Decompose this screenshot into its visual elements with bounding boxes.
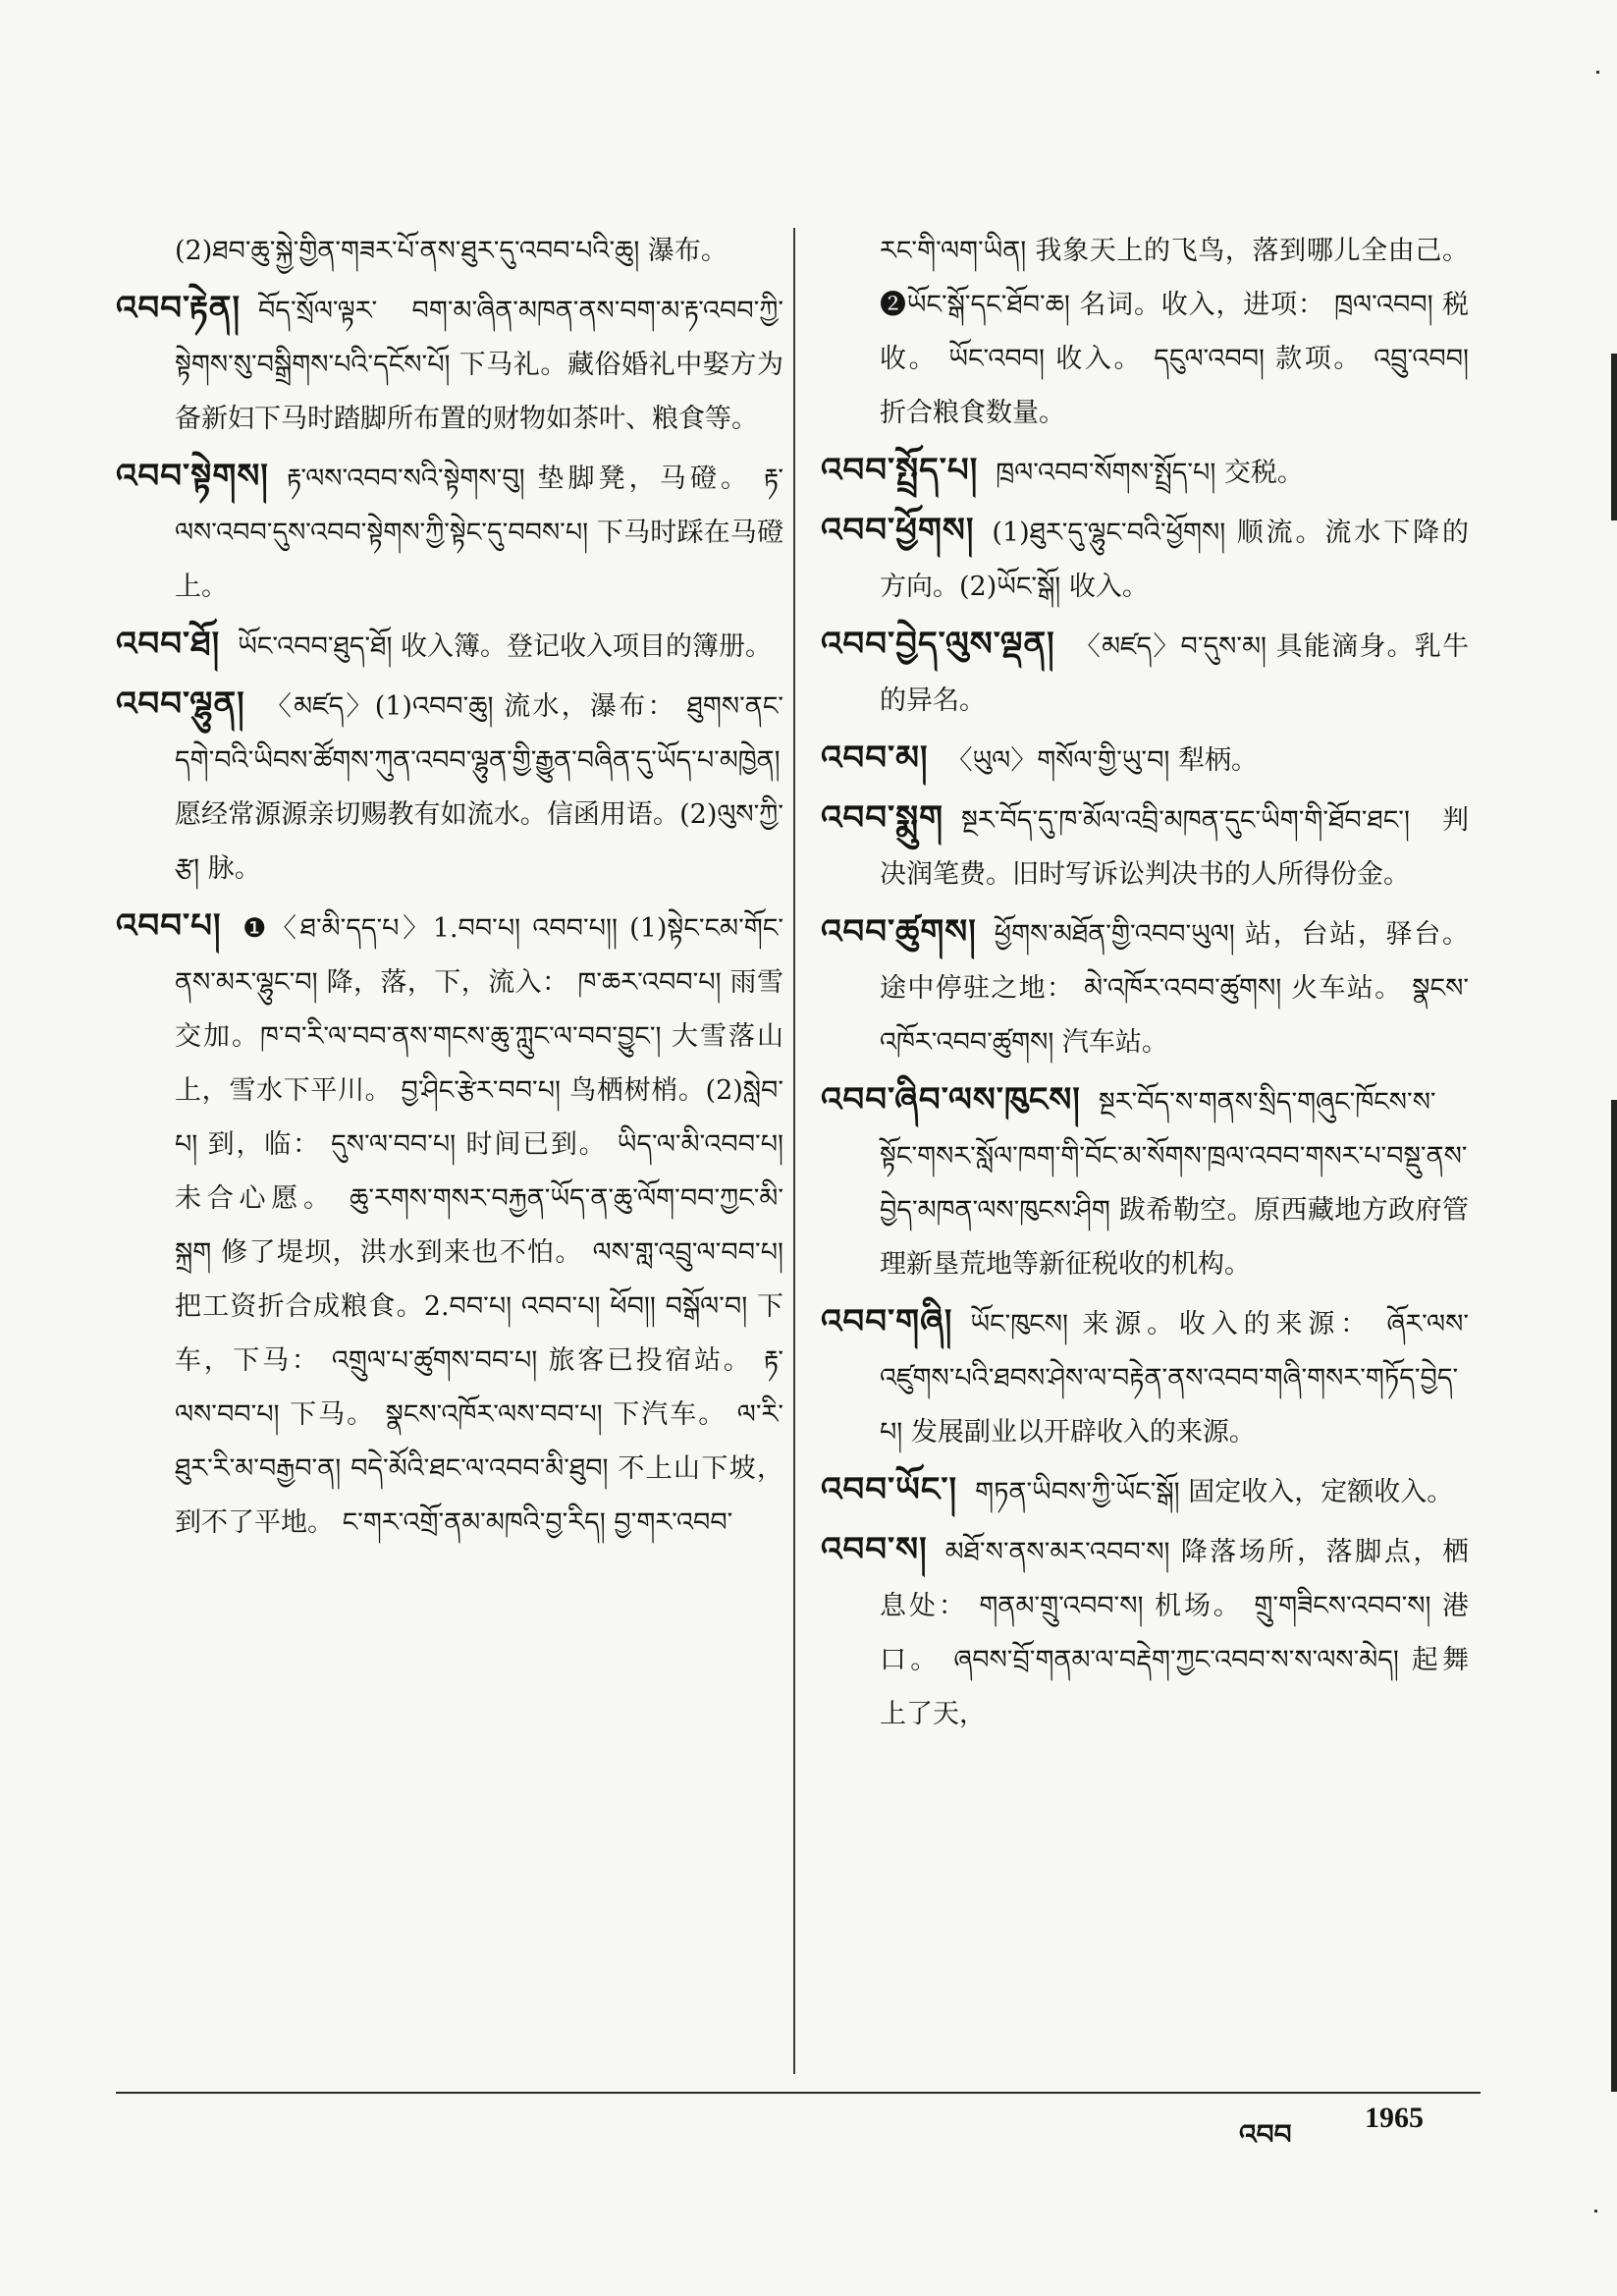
entry — [175, 224, 783, 278]
entry — [821, 444, 1469, 500]
entry-text: (2)ཐབ་ཆུ་སྐྱེ་གྱིན་གཟར་པོ་ནས་ཐུར་དུ་འབབ་པའི་ཆུ། 瀑布。 — [175, 236, 728, 266]
entry-headword: འབབ་ཐོ། — [116, 625, 221, 664]
entry — [821, 1295, 1469, 1459]
entry-text: 〈མཛད〉(1)འབབ་ཆུ། 流水，瀑布： ཐུགས་ནང་དགེ་བའི་ཡིབས་ཚོགས་ཀུན་འབབ་ལྷུན་གྱི་རྒྱུན་བཞིན་དུ་ཡོད་པ་མཁྱེན། 愿经常源源亲切赐教有如流水。信函用语。(2)ལུས་ཀྱི་རྩ། 脉。 — [175, 691, 783, 884]
entry-text: ཁྲལ་འབབ་སོགས་སྤྲོད་པ། 交税。 — [996, 458, 1304, 488]
entry — [821, 1523, 1469, 1741]
entry-headword: འབབ་ཡོང་། — [821, 1470, 958, 1509]
entry — [821, 618, 1469, 728]
entry-headword: འབབ་བྱེད་ལུས་ལྡན། — [821, 625, 1055, 664]
column-divider — [793, 228, 795, 2074]
entry — [116, 618, 783, 674]
running-headword: འབབ — [1239, 2118, 1292, 2151]
left-column — [116, 224, 783, 1554]
entry — [821, 905, 1469, 1069]
entry-headword: འབབ་སྟེགས། — [116, 457, 269, 496]
entry-headword: འབབ་པ། — [116, 906, 222, 946]
entry — [821, 1463, 1469, 1519]
entry-text: གཏན་ཡིབས་ཀྱི་ཡོང་སྒོ། 固定收入，定额收入。 — [975, 1477, 1454, 1507]
entry-text: རང་གི་ལག་ཡིན། 我象天上的飞鸟，落到哪儿全由己。❷ཡོང་སྒོ་དང་ཐོབ་ཆ། 名词。收入，进项： ཁྲལ་འབབ། 税收。 ཡོང་འབབ། 收入。 དངུལ་འབབ། 款项。 འབྲུ་འབབ། 折合粮食数量。 — [880, 236, 1469, 428]
entry-text: སྔར་བོད་ས་གནས་སྲིད་གཞུང་ཁོངས་ས་སྟོང་གསར་སློལ་ཁག་གི་བོང་མ་སོགས་ཁྲལ་འབབ་གསར་པ་བསྡུ་ནས་བྱེད་མཁན་ལས་ཁུངས་ཤིག 跋希勒空。原西藏地方政府管理新垦荒地等新征税收的机构。 — [880, 1087, 1469, 1280]
entry-text: མཐོ་ས་ནས་མར་འབབ་ས། 降落场所，落脚点，栖息处： གནམ་གྲུ་འབབ་ས། 机场。 གྲུ་གཟིངས་འབབ་ས། 港口。 ཞབས་བྲོ་གནམ་ལ་བརྡེག་ཀྱང་འབབ་ས་ས་ལས་མེད། 起舞上了天， — [880, 1537, 1469, 1729]
entry — [821, 504, 1469, 614]
entry-headword: འབབ་ཞིབ་ལས་ཁུངས། — [821, 1080, 1081, 1120]
entry-text: 〈ཡུལ〉གསོལ་གྱི་ཡུ་བ། 犁柄。 — [945, 745, 1258, 776]
entry-headword: འབབ་ལྷུན། — [116, 684, 245, 724]
scan-edge-mark — [1611, 1100, 1617, 2092]
entry — [116, 282, 783, 446]
entry — [821, 732, 1469, 788]
footer-rule — [116, 2092, 1481, 2094]
entry-text: 〈མཛད〉བ་དུས་མ། 具能滴身。乳牛的异名。 — [880, 631, 1469, 716]
entry — [116, 678, 783, 896]
scan-edge-mark — [1611, 354, 1617, 520]
scan-speck — [1594, 2210, 1597, 2213]
entry-text: ཡོང་ཁུངས། 来源。收入的来源： ཞོར་ལས་འཛུགས་པའི་ཐབས་ཤེས་ལ་བརྟེན་ནས་འབབ་གཞི་གསར་གཏོད་བྱེད་པ། 发展副业以开辟收入的来源。 — [880, 1309, 1469, 1448]
entry-text: སྔར་བོད་དུ་ཁ་མོལ་འབྲི་མཁན་དུང་ཡིག་གི་ཐོབ་ཐང་། 判决润笔费。旧时写诉讼判决书的人所得份金。 — [880, 805, 1469, 890]
entry-headword: འབབ་རྟེན། — [116, 289, 241, 328]
entry-headword: འབབ་སྤྲོད་པ། — [821, 451, 979, 490]
right-column — [821, 224, 1469, 1745]
entry-text: ཡོང་འབབ་ཐུད་ཐོ། 收入簿。登记收入项目的簿册。 — [238, 631, 773, 662]
entry-headword: འབབ་ས། — [821, 1530, 928, 1569]
entry — [116, 450, 783, 614]
scan-speck — [1596, 71, 1599, 74]
entry-headword: འབབ་གཞི། — [821, 1302, 953, 1341]
entry — [821, 1073, 1469, 1291]
entry — [880, 224, 1469, 440]
entry-headword: འབབ་ཕྱོགས། — [821, 511, 975, 550]
entry-text: (1)ཐུར་དུ་ལྷུང་བའི་ཕྱོགས། 顺流。流水下降的方向。(2)ཡོང་སྒོ། 收入。 — [880, 518, 1469, 602]
entry-headword: འབབ་སྨུག — [821, 798, 944, 838]
entry — [116, 900, 783, 1550]
entry-headword: འབབ་ཚུགས། — [821, 912, 977, 952]
entry-text: ཕྱོགས་མཐོན་གྱི་འབབ་ཡུལ། 站，台站，驿台。途中停驻之地： མེ་འཁོར་འབབ་ཚུགས། 火车站。 སྣངས་འཁོར་འབབ་ཚུགས། 汽车站。 — [880, 919, 1469, 1058]
entry-text: ❶〈ཐ་མི་དད་པ〉1.བབ་པ། འབབ་པ།། (1)སྟེང་ངམ་གོང་ནས་མར་ལྷུང་བ། 降，落，下，流入： ཁ་ཆར་འབབ་པ། 雨雪交加。ཁ་བ་རི་ལ་བབ་ནས་གངས་ཆུ་ཀླུང་ལ་བབ་བྱུང་། 大雪落山上，雪水下平川。 བྱ་ཤིང་རྩེར་བབ་པ། 鸟栖树梢。(2)སླེབ་པ། 到，临： དུས་ལ་བབ་པ། 时间已到。 ཡིད་ལ་མི་འབབ་པ། 未合心愿。 ཆུ་རགས་གསར་བརྐྱན་ཡོད་ན་ཆུ་ལོག་བབ་ཀྱང་མི་སྐྲག 修了堤坝，洪水到来也不怕。 ལས་གླ་འབྲུ་ལ་བབ་པ། 把工资折合成粮食。2.བབ་པ། འབབ་པ། ཕོབ།། བསྒོལ་བ། 下车，下马： འགྲུལ་པ་ཚུགས་བབ་པ། 旅客已投宿站。 རྟ་ལས་བབ་པ། 下马。 སྣངས་འཁོར་ལས་བབ་པ། 下汽车。 ལ་རི་ཐུར་རི་མ་བརྒྱབ་ན། བདེ་མོའི་ཐང་ལ་འབབ་མི་ཐུབ། 不上山下坡，到不了平地。 ང་གར་འགྲོ་ནམ་མཁའི་བྱ་རིད། བྱ་གར་འབབ་ — [175, 913, 783, 1538]
entry-text: བོད་སྲོལ་ལྟར་ བག་མ་ཞིན་མཁན་ནས་བག་མ་རྟ་འབབ་ཀྱི་སྟེགས་སུ་བསྒྲིགས་པའི་དངོས་པོ། 下马礼。藏俗婚礼中娶方为备新妇下马时踏脚所布置的财物如茶叶、粮食等。 — [175, 296, 783, 434]
page-number: 1965 — [1365, 2102, 1424, 2134]
entry-headword: འབབ་མ། — [821, 738, 929, 778]
entry-text: རྟ་ལས་འབབ་སའི་སྟེགས་བུ། 垫脚凳，马磴。 རྟ་ལས་འབབ་དུས་འབབ་སྟེགས་ཀྱི་སྟེང་དུ་བབས་པ། 下马时踩在马磴上。 — [175, 464, 783, 602]
entry — [821, 792, 1469, 902]
